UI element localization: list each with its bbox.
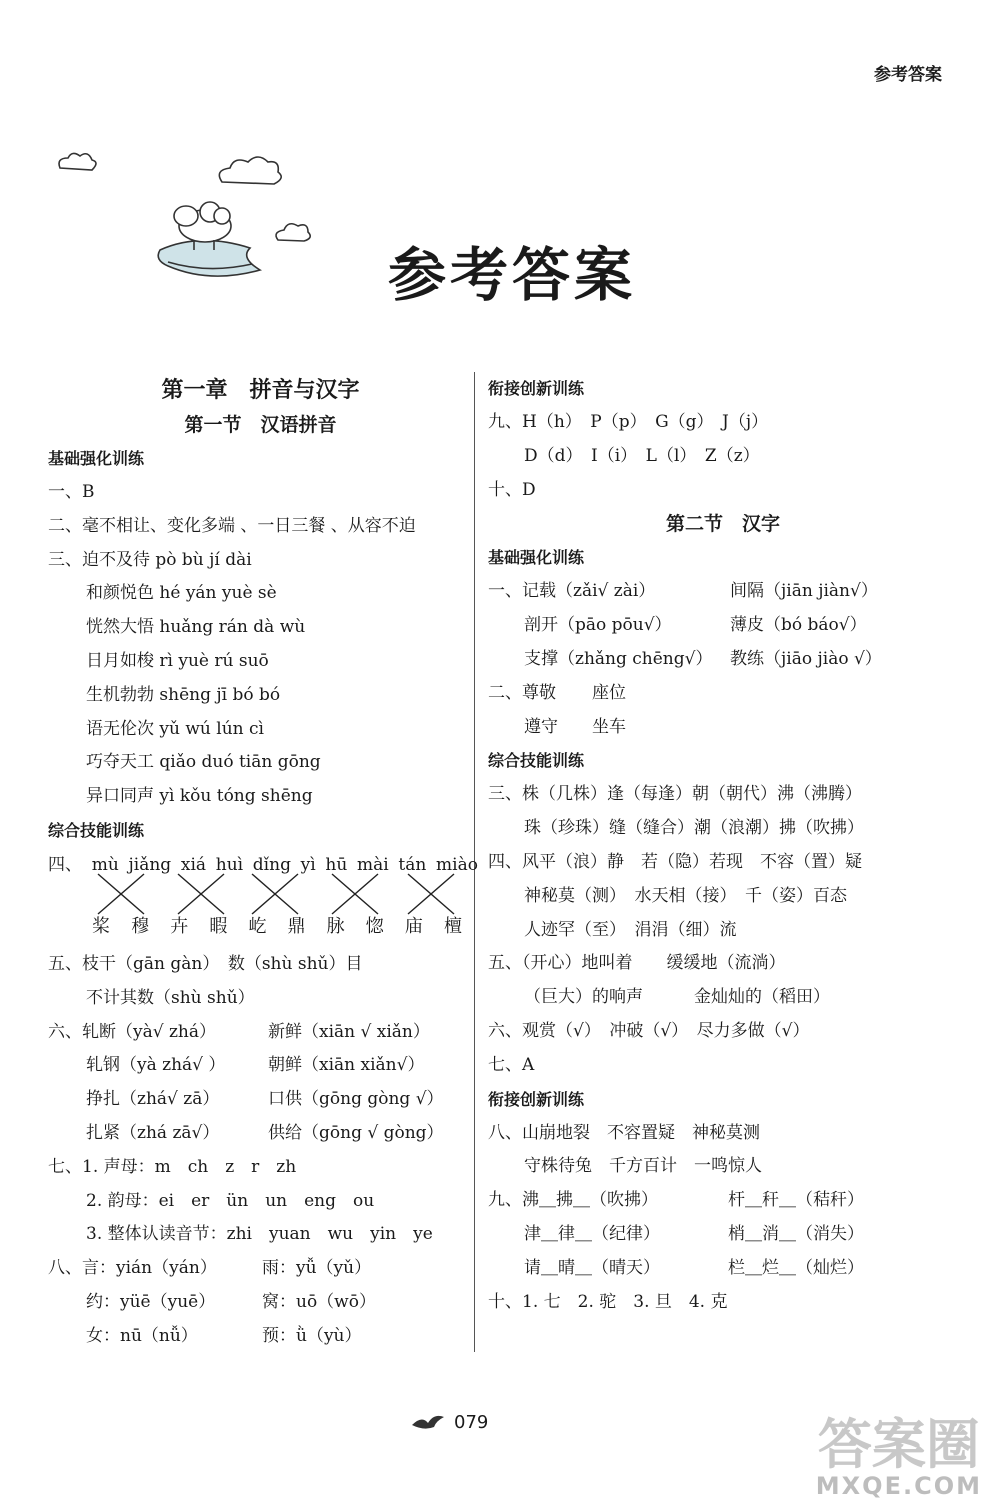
answer-line: 九、H（h） P（p） G（g） J（j） bbox=[488, 412, 769, 432]
answer-line bbox=[48, 1252, 473, 1286]
answer-cell: 预：ǜ（yù） bbox=[262, 1325, 362, 1346]
answer-cell: 剖开（pāo pōu√） bbox=[524, 615, 672, 636]
character: 屹 bbox=[248, 915, 267, 937]
answer-cell: 杆＿秆＿（秸秆） bbox=[728, 1190, 864, 1211]
answer-line: 语无伦次 yǔ wú lún cì bbox=[86, 718, 264, 739]
subheading: 综合技能训练 bbox=[488, 751, 585, 771]
answer-line: 十、1. 七 2. 驼 3. 旦 4. 克 bbox=[488, 1291, 728, 1312]
answer-cell: 八、言：yián（yán） bbox=[48, 1258, 217, 1279]
watermark-url: MXQE.COM bbox=[815, 1472, 982, 1500]
section-heading: 第一节 汉语拼音 bbox=[184, 414, 337, 436]
answer-cell: 教练（jiāo jiào √） bbox=[730, 648, 882, 669]
answer-cell: 供给（gōng √ gòng） bbox=[268, 1122, 444, 1143]
character: 惚 bbox=[365, 915, 384, 937]
answer-cell: 二、尊敬 bbox=[488, 682, 556, 703]
section-heading: 第二节 汉字 bbox=[665, 513, 780, 536]
answer-cell: 座位 bbox=[592, 682, 626, 703]
answer-cell: 九、沸＿拂＿（吹拂） bbox=[488, 1190, 658, 1211]
answer-cell: 栏＿烂＿（灿烂） bbox=[728, 1257, 864, 1278]
answer-line: 3. 整体认读音节：zhi yuan wu yin ye bbox=[86, 1224, 433, 1245]
pinyin: miào bbox=[436, 854, 478, 875]
answer-cell: 坐车 bbox=[592, 716, 626, 737]
answer-cell: 薄皮（bó báo√） bbox=[730, 615, 867, 636]
character: 檀 bbox=[443, 915, 462, 937]
answer-cell: 女：nū（nǚ） bbox=[86, 1325, 198, 1346]
answer-line bbox=[48, 1049, 473, 1083]
answer-cell: 挣扎（zhá√ zā） bbox=[86, 1089, 220, 1110]
pinyin: yì bbox=[300, 854, 316, 875]
answer-cell: 一、记载（zǎi√ zài） bbox=[488, 581, 656, 602]
answer-line: D（d） I（i） L（l） Z（z） bbox=[524, 445, 760, 466]
answer-line bbox=[488, 1184, 958, 1218]
page-title: 参考答案 bbox=[388, 241, 637, 309]
answer-line: 生机勃勃 shēng jī bó bó bbox=[86, 684, 281, 705]
answer-cell: 间隔（jiān jiàn√） bbox=[730, 581, 878, 602]
answer-line bbox=[48, 1286, 473, 1320]
answer-cell: 津＿律＿（纪律） bbox=[524, 1223, 660, 1244]
answer-line: 三、株（几株）逢（每逢）朝（朝代）沸（沸腾） bbox=[488, 784, 862, 805]
answer-line: 不计其数（shù shǔ） bbox=[86, 987, 255, 1008]
answer-line: 八、山崩地裂 不容置疑 神秘莫测 bbox=[488, 1122, 760, 1143]
answer-cell: 窝：uō（wō） bbox=[262, 1291, 376, 1312]
watermark-text: 答案圈 bbox=[817, 1413, 980, 1476]
character: 脉 bbox=[326, 915, 345, 937]
answer-cell: 轧钢（yà zhá√ ） bbox=[86, 1055, 226, 1076]
pinyin: xiá bbox=[180, 854, 207, 875]
character: 卉 bbox=[170, 915, 189, 937]
answer-line: 2. 韵母：ei er ün un eng ou bbox=[86, 1190, 375, 1211]
answer-line bbox=[488, 643, 958, 677]
answer-line: 和颜悦色 hé yán yuè sè bbox=[86, 583, 277, 604]
pinyin: mù bbox=[91, 854, 119, 875]
pinyin: tán bbox=[398, 854, 427, 875]
running-header: 参考答案 bbox=[874, 65, 942, 85]
subheading: 衔接创新训练 bbox=[488, 379, 585, 398]
answer-line: 恍然大悟 huǎng rán dà wù bbox=[86, 617, 306, 638]
matching-exercise bbox=[48, 848, 478, 948]
answer-line bbox=[488, 575, 958, 609]
answer-line bbox=[488, 677, 958, 711]
character: 桨 bbox=[92, 915, 110, 937]
page-footer bbox=[410, 1412, 488, 1433]
left-column bbox=[48, 372, 478, 1354]
subheading: 综合技能训练 bbox=[48, 820, 145, 840]
character-row bbox=[92, 912, 462, 938]
answer-line bbox=[488, 1218, 958, 1252]
bird-icon bbox=[410, 1413, 446, 1433]
chapter-heading: 第一章 拼音与汉字 bbox=[161, 377, 360, 403]
answer-cell: 约：yüē（yuē） bbox=[86, 1291, 216, 1312]
answer-line: 巧夺天工 qiǎo duó tiān gōng bbox=[86, 752, 321, 773]
answer-line bbox=[48, 1083, 473, 1117]
answer-line: 七、A bbox=[488, 1054, 535, 1075]
answer-cell: 雨：yǚ（yǔ） bbox=[262, 1258, 372, 1279]
answer-cell: 新鲜（xiān √ xiǎn） bbox=[268, 1021, 430, 1042]
watermark bbox=[815, 1413, 982, 1500]
page-number: 079 bbox=[454, 1412, 489, 1433]
answer-line bbox=[488, 609, 958, 643]
subheading: 基础强化训练 bbox=[48, 449, 145, 468]
answer-line: 守株待兔 千方百计 一鸣惊人 bbox=[524, 1156, 762, 1177]
pinyin: hū bbox=[325, 854, 348, 875]
answer-line: 二、毫不相让、变化多端 、一日三餐 、从容不迫 bbox=[48, 515, 416, 536]
answer-line: 一、B bbox=[48, 482, 95, 502]
character: 鼎 bbox=[287, 915, 306, 937]
answer-line: 六、观赏（√） 冲破（√） 尽力多做（√） bbox=[488, 1020, 810, 1041]
answer-line: 四、风平（浪）静 若（隐）若现 不容（置）疑 bbox=[488, 851, 862, 872]
character: 暇 bbox=[209, 915, 228, 937]
question-label: 四、 bbox=[48, 854, 82, 875]
answer-line: 异口同声 yì kǒu tóng shēng bbox=[86, 786, 313, 807]
pinyin: mài bbox=[357, 854, 389, 875]
right-column bbox=[488, 372, 958, 1319]
answer-line bbox=[48, 1117, 473, 1151]
answer-line bbox=[488, 711, 958, 745]
answer-line: 神秘莫（测） 水天相（接） 千（姿）百态 bbox=[524, 885, 847, 906]
answer-line: 七、1. 声母：m ch z r zh bbox=[48, 1156, 297, 1177]
answer-line bbox=[488, 1252, 958, 1286]
answer-line: （巨大）的响声 金灿灿的（稻田） bbox=[524, 987, 830, 1008]
answer-line: 珠（珍珠）缝（缝合）潮（浪潮）拂（吹拂） bbox=[524, 818, 864, 839]
answer-line: 五、（开心）地叫着 缓缓地（流淌） bbox=[488, 953, 786, 974]
answer-cell: 遵守 bbox=[524, 716, 558, 737]
answer-line: 十、D bbox=[488, 479, 536, 500]
pinyin: huì bbox=[215, 854, 244, 875]
answer-cell: 梢＿消＿（消失） bbox=[728, 1223, 864, 1244]
answer-cell: 扎紧（zhá zā√） bbox=[86, 1122, 220, 1143]
answer-line: 三、迫不及待 pò bù jí dài bbox=[48, 549, 252, 570]
answer-line: 日月如梭 rì yuè rú suō bbox=[86, 650, 269, 671]
pinyin: dǐng bbox=[252, 854, 291, 875]
answer-cell: 朝鲜（xiān xiǎn√） bbox=[268, 1055, 425, 1076]
answer-line: 人迹罕（至） 涓涓（细）流 bbox=[524, 919, 737, 940]
subheading: 衔接创新训练 bbox=[488, 1089, 585, 1109]
answer-cell: 六、轧断（yà√ zhá） bbox=[48, 1021, 217, 1042]
answer-line bbox=[48, 1016, 473, 1050]
subheading: 基础强化训练 bbox=[488, 548, 585, 568]
answer-cell: 支撑（zhǎng chēng√） bbox=[524, 648, 713, 669]
character: 庙 bbox=[404, 915, 423, 937]
answer-line: 五、枝干（gān gàn） 数（shù shǔ）目 bbox=[48, 953, 363, 974]
character: 穆 bbox=[131, 915, 150, 937]
answer-cell: 口供（gōng gòng √） bbox=[268, 1089, 444, 1110]
answer-line bbox=[48, 1320, 473, 1354]
pinyin: jiǎng bbox=[128, 854, 172, 875]
answer-cell: 请＿晴＿（晴天） bbox=[524, 1257, 660, 1278]
